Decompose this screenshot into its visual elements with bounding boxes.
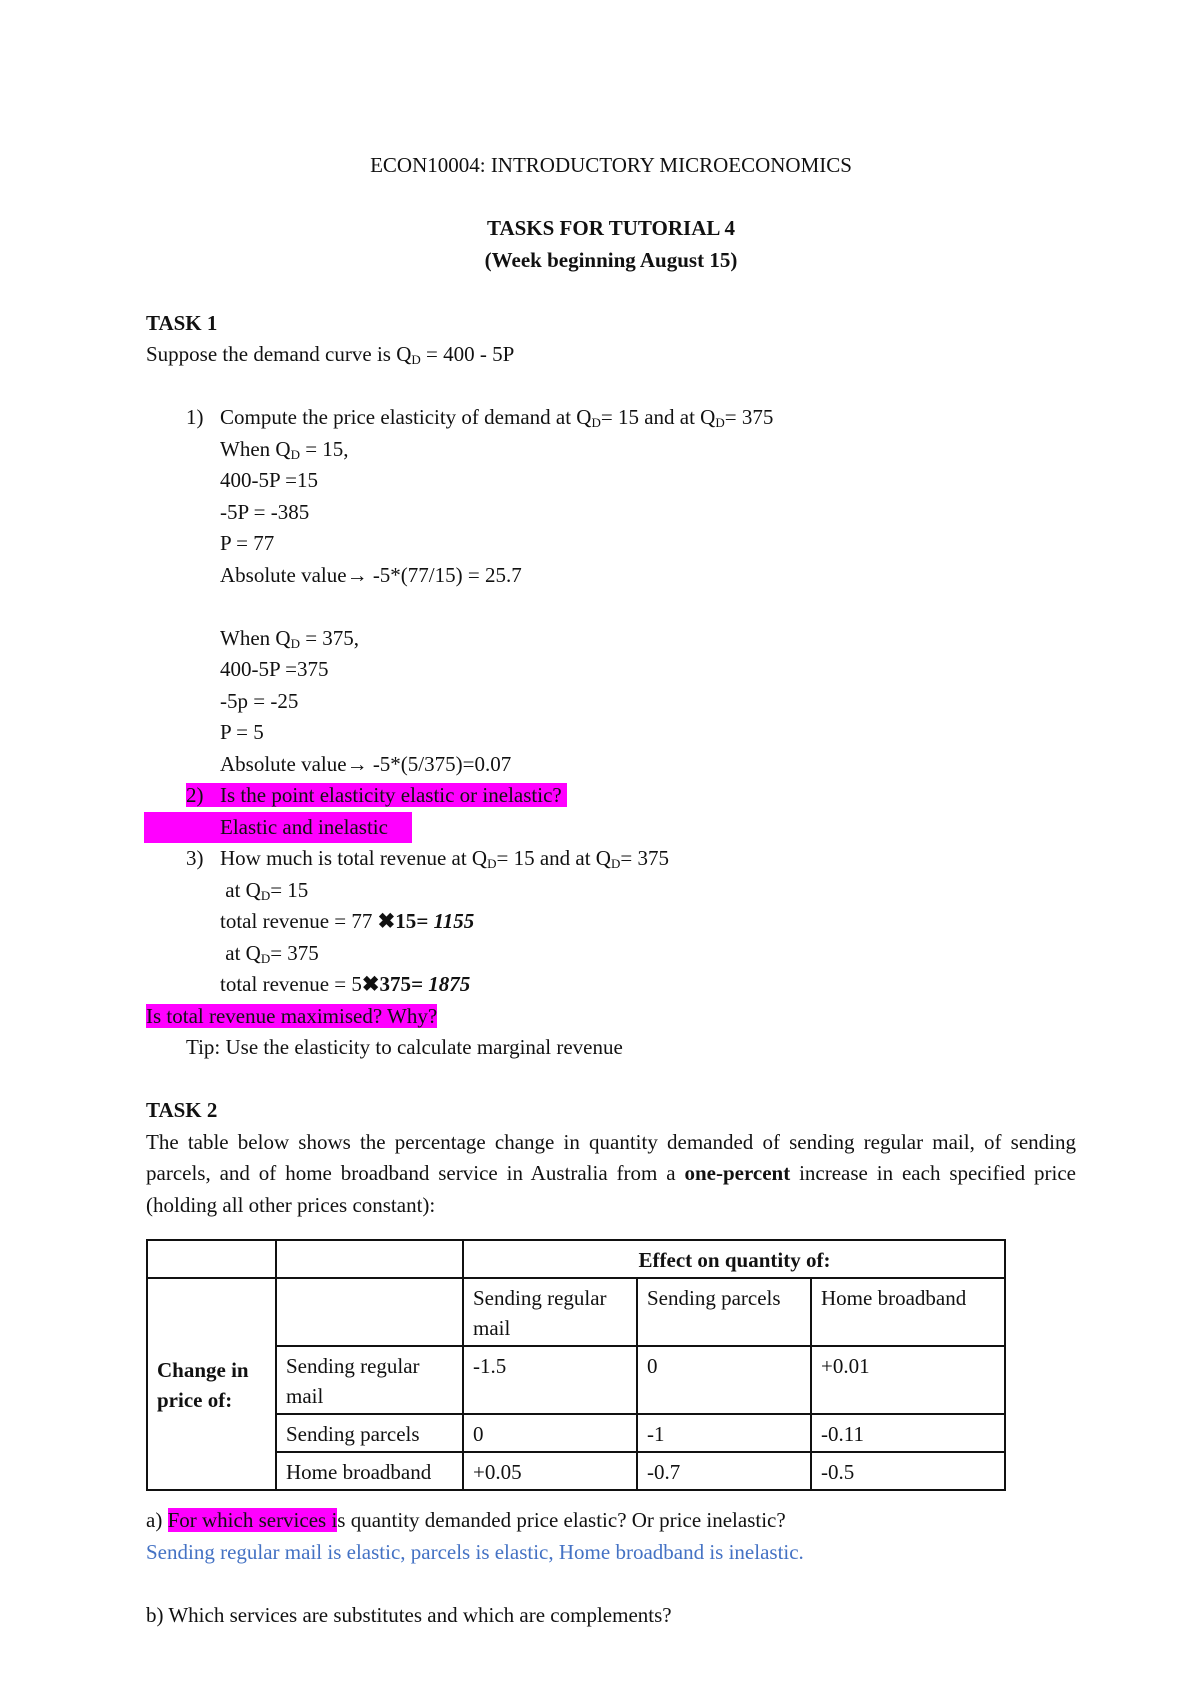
- answer-line: Absolute value→ -5*(5/375)=0.07: [220, 751, 512, 776]
- answer-line: When $Q_D = 15$,: [220, 436, 349, 462]
- task2-question-a: a) For which services is quantity demanded price elastic? Or price inelastic?: [146, 1508, 786, 1532]
- table-cell: -0.11: [811, 1414, 1005, 1452]
- course-title: ECON10004: INTRODUCTORY MICROECONOMICS: [370, 153, 852, 177]
- table-cell: -0.7: [637, 1452, 811, 1490]
- table-cell: -1: [637, 1414, 811, 1452]
- task2-questions: [146, 1505, 1076, 1631]
- task2-question-b: b) Which services are substitutes and which are complements?: [146, 1602, 672, 1627]
- task1-answer-2: Elastic and inelastic: [146, 812, 1076, 844]
- task1-question-3: 3) How much is total revenue at $Q_D= 15$ and at $Q_D= 375$: [186, 846, 669, 871]
- table-cell: +0.05: [463, 1452, 637, 1490]
- task2-paragraph: The table below shows the percentage change in quantity demanded of sending regular mail, of sending parcels, and of home broadband service in Australia from a one-percent increase in each specified price (holding all other prices constant):: [146, 1129, 1076, 1217]
- elasticity-table: [146, 1239, 1006, 1491]
- multiply-icon: ✖: [377, 909, 396, 933]
- tip-text: Tip: Use the elasticity to calculate marginal revenue: [186, 1035, 623, 1059]
- table-cell: 0: [637, 1346, 811, 1414]
- effect-header: Effect on quantity of:: [463, 1240, 1005, 1278]
- task1-question-1: 1) Compute the price elasticity of demand at $Q_D= 15$ and at $Q_D= 375$: [186, 405, 774, 430]
- table-row: [147, 1414, 1005, 1452]
- task2-answer-a: Sending regular mail is elastic, parcels is elastic, Home broadband is inelastic.: [146, 1539, 804, 1564]
- task1-heading: TASK 1: [146, 310, 218, 335]
- answer-line: When $Q_D = 375$,: [220, 625, 360, 651]
- tutorial-title: TASKS FOR TUTORIAL 4: [487, 216, 735, 240]
- row-label: Sending parcels: [276, 1414, 463, 1452]
- table-row: [147, 1346, 1005, 1414]
- answer-line: P = 77: [220, 531, 275, 555]
- revenue-maximised-question: Is total revenue maximised? Why?: [146, 1003, 438, 1028]
- multiply-icon: ✖: [361, 972, 380, 996]
- task2-heading: TASK 2: [146, 1098, 218, 1122]
- answer-line: -5P = -385: [220, 499, 310, 524]
- answer-line: 400-5P =375: [220, 657, 329, 681]
- tutorial-subtitle: (Week beginning August 15): [484, 247, 738, 272]
- row-label: Sending regular mail: [276, 1346, 463, 1414]
- table-header-row: [147, 1240, 1005, 1278]
- table-cell: -0.5: [811, 1452, 1005, 1490]
- document-page: [146, 150, 1076, 1221]
- table-cell: 0: [463, 1414, 637, 1452]
- answer-line: -5p = -25: [220, 688, 299, 713]
- answer-line: total revenue = 5✖375= 1875: [220, 972, 471, 996]
- arrow-right-icon: →: [346, 751, 368, 776]
- answer-line: at $Q_D= 15$: [225, 877, 309, 903]
- task1-intro: Suppose the demand curve is $Q_D = 400 - 5P$: [146, 342, 515, 367]
- table-cell: +0.01: [811, 1346, 1005, 1414]
- row-label: Home broadband: [276, 1452, 463, 1490]
- arrow-right-icon: →: [346, 562, 368, 587]
- change-header: Change in price of:: [147, 1278, 276, 1490]
- task1-question-2: 2) Is the point elasticity elastic or inelastic?: [146, 780, 1076, 812]
- table-row: [147, 1452, 1005, 1490]
- answer-line: at $Q_D= 375$: [225, 940, 319, 966]
- answer-line: total revenue = 77 ✖15= 1155: [220, 909, 475, 933]
- answer-line: 400-5P =15: [220, 468, 318, 492]
- column-header: Home broadband: [811, 1278, 1005, 1346]
- column-header: Sending parcels: [637, 1278, 811, 1346]
- answer-line: P = 5: [220, 720, 264, 744]
- column-header: Sending regular mail: [463, 1278, 637, 1346]
- answer-line: Absolute value→ -5*(77/15) = 25.7: [220, 562, 522, 587]
- table-row: [147, 1278, 1005, 1346]
- table-cell: -1.5: [463, 1346, 637, 1414]
